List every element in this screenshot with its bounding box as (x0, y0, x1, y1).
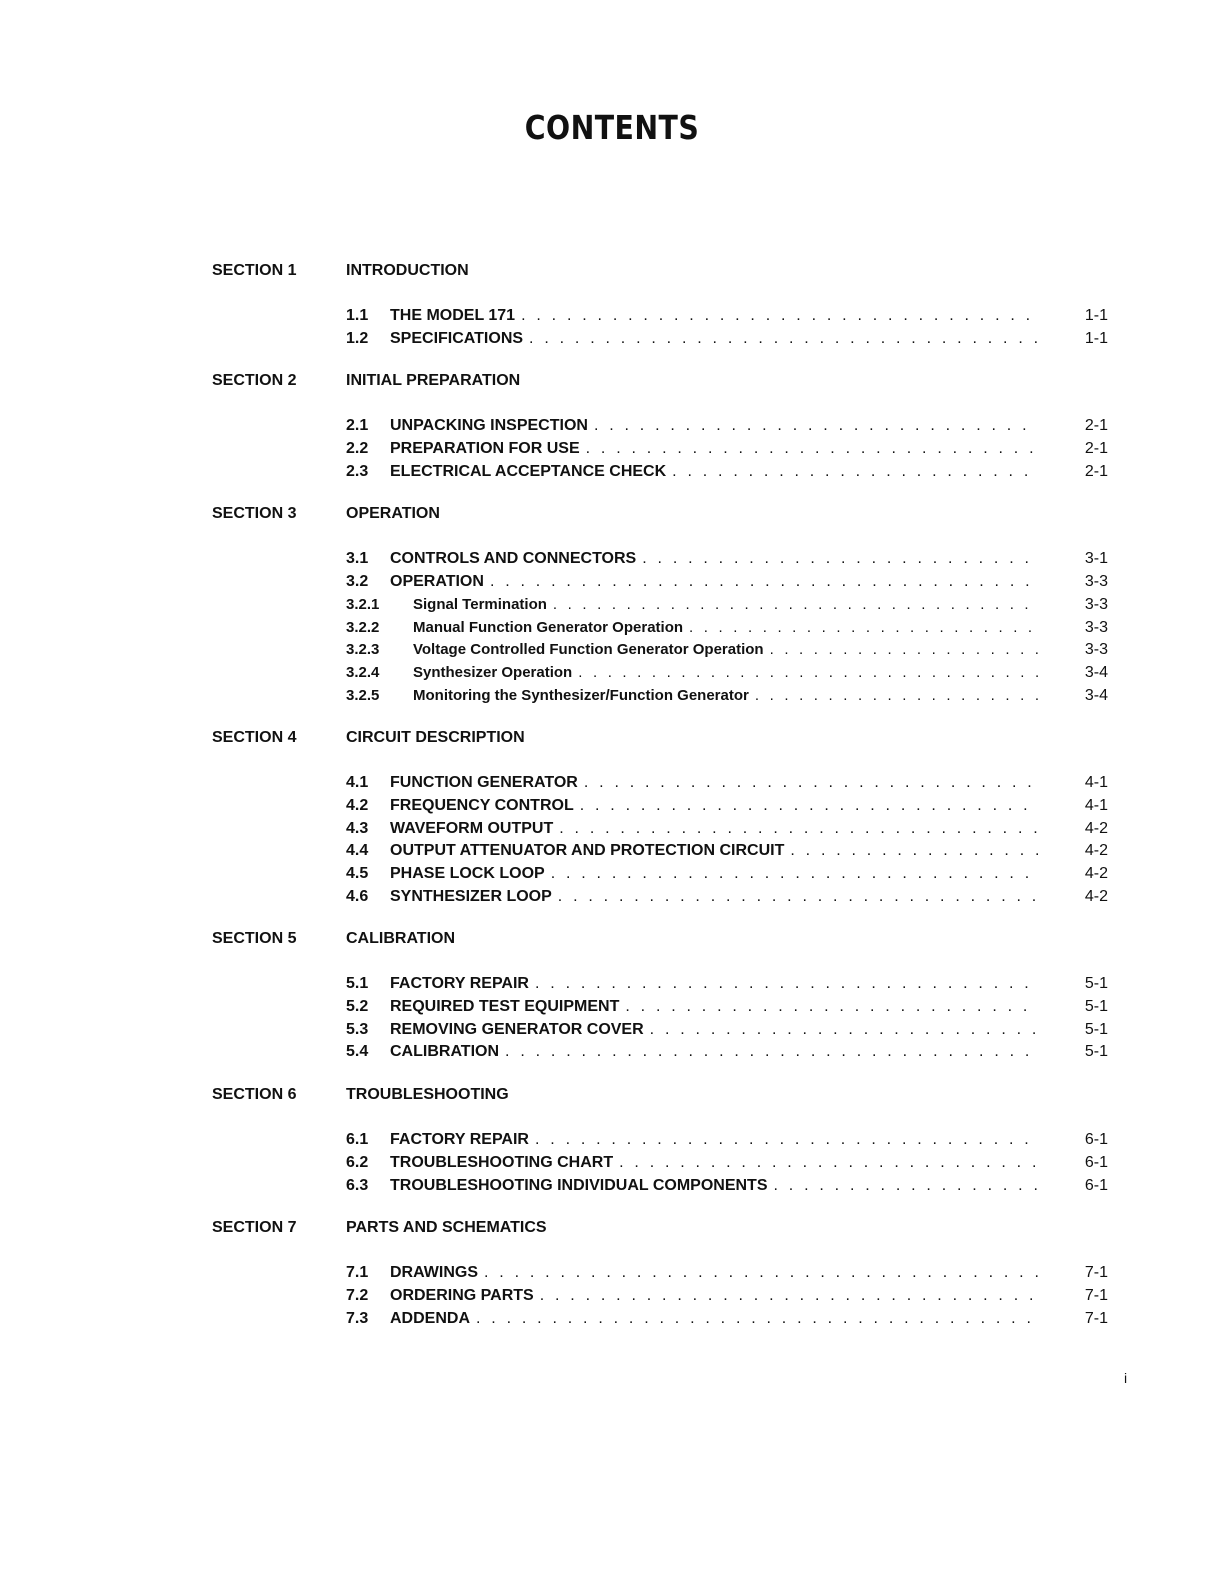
toc-section (0, 1086, 1224, 1199)
toc-entry[interactable] (0, 842, 1224, 865)
section-label: SECTION 7 (212, 1219, 297, 1237)
entry-leader-row (390, 463, 1038, 481)
section-label: SECTION 4 (212, 729, 297, 747)
entry-page: 5-1 (1084, 975, 1108, 993)
entry-leader-row (390, 1043, 1038, 1061)
toc-entry[interactable] (0, 440, 1224, 463)
entry-number: 4.6 (346, 887, 369, 905)
entry-title: Signal Termination (413, 595, 547, 613)
toc-entry[interactable] (0, 307, 1224, 330)
entry-title: UNPACKING INSPECTION (390, 417, 588, 435)
toc-entry[interactable] (0, 417, 1224, 440)
section-label: SECTION 5 (212, 930, 297, 948)
entry-number: 4.1 (346, 774, 369, 792)
entry-title: ELECTRICAL ACCEPTANCE CHECK (390, 462, 667, 480)
entry-title: REMOVING GENERATOR COVER (390, 1020, 644, 1038)
entry-leader-row (390, 820, 1038, 838)
toc-entry[interactable] (0, 865, 1224, 888)
dot-leader (490, 573, 1038, 591)
dot-leader (551, 865, 1038, 883)
entry-number: 4.2 (346, 796, 369, 814)
entry-leader-row (390, 550, 1038, 568)
dot-leader (619, 1154, 1038, 1172)
entry-number: 5.4 (346, 1043, 369, 1061)
toc-section (0, 930, 1224, 1066)
toc-entry[interactable] (0, 1310, 1224, 1333)
entry-title: ORDERING PARTS (390, 1286, 534, 1304)
entry-number: 3.2.1 (346, 595, 380, 613)
entry-page: 5-1 (1084, 1043, 1108, 1061)
entry-leader-row (390, 774, 1038, 792)
entry-number: 6.2 (346, 1153, 369, 1171)
toc-entry[interactable] (0, 774, 1224, 797)
entry-leader-row (390, 842, 1038, 860)
section-title: OPERATION (346, 505, 440, 523)
entry-title: TROUBLESHOOTING INDIVIDUAL COMPONENTS (390, 1176, 768, 1194)
entry-page: 2-1 (1084, 440, 1108, 458)
toc-entry[interactable] (0, 596, 1224, 619)
dot-leader (535, 975, 1038, 993)
entry-title: Manual Function Generator Operation (413, 618, 684, 636)
entry-number: 5.2 (346, 998, 369, 1016)
entry-number: 6.3 (346, 1176, 369, 1194)
entry-number: 3.1 (346, 550, 369, 568)
entry-number: 7.1 (346, 1264, 369, 1282)
entry-page: 2-1 (1084, 462, 1108, 480)
section-title: TROUBLESHOOTING (346, 1086, 509, 1104)
entry-page: 5-1 (1084, 1020, 1108, 1038)
entry-number: 4.3 (346, 819, 369, 837)
toc-entry[interactable] (0, 619, 1224, 642)
entry-page: 4-2 (1084, 887, 1108, 905)
entry-page: 7-1 (1084, 1309, 1108, 1327)
entry-leader-row (390, 998, 1038, 1016)
toc-section (0, 505, 1224, 709)
entry-leader-row (390, 1154, 1038, 1172)
entry-title: FUNCTION GENERATOR (390, 774, 578, 792)
dot-leader (650, 1021, 1038, 1039)
dot-leader (625, 998, 1038, 1016)
section-label: SECTION 2 (212, 372, 297, 390)
entry-title: PREPARATION FOR USE (390, 440, 580, 458)
entry-number: 3.2.3 (346, 641, 380, 659)
entry-number: 1.2 (346, 329, 369, 347)
entry-number: 5.3 (346, 1020, 369, 1038)
entry-page: 2-1 (1084, 417, 1108, 435)
toc-section (0, 1219, 1224, 1332)
entry-leader-row (390, 417, 1038, 435)
toc-entry[interactable] (0, 1177, 1224, 1200)
toc-entry[interactable] (0, 1287, 1224, 1310)
entry-page: 3-3 (1084, 573, 1108, 591)
entry-title: OUTPUT ATTENUATOR AND PROTECTION CIRCUIT (390, 842, 785, 860)
entry-page: 3-3 (1084, 618, 1108, 636)
entry-leader-row (390, 975, 1038, 993)
entry-title: Voltage Controlled Function Generator Operation (413, 641, 764, 659)
dot-leader (642, 550, 1038, 568)
entry-page: 3-1 (1084, 550, 1108, 568)
toc-entry[interactable] (0, 975, 1224, 998)
toc-entry[interactable] (0, 1021, 1224, 1044)
dot-leader (540, 1287, 1038, 1305)
entry-title: FREQUENCY CONTROL (390, 796, 574, 814)
entry-leader-row (390, 1131, 1038, 1149)
dot-leader (529, 330, 1038, 348)
page-number: i (1124, 1370, 1128, 1386)
entry-leader-row (390, 797, 1038, 815)
toc-section (0, 372, 1224, 485)
entry-page: 1-1 (1084, 307, 1108, 324)
dot-leader (558, 888, 1038, 906)
entry-page: 6-1 (1084, 1153, 1108, 1171)
entry-leader-row (390, 330, 1038, 348)
dot-leader (689, 619, 1038, 636)
entry-number: 4.5 (346, 865, 369, 882)
dot-leader (774, 1177, 1039, 1195)
entry-title: WAVEFORM OUTPUT (390, 819, 554, 837)
toc-entry[interactable] (0, 550, 1224, 573)
entry-number: 2.3 (346, 462, 369, 480)
dot-leader (553, 596, 1038, 613)
section-heading (0, 372, 1224, 394)
entry-title: Monitoring the Synthesizer/Function Generator (413, 686, 749, 704)
dot-leader (484, 1264, 1038, 1282)
entry-number: 2.1 (346, 417, 369, 435)
entry-title: FACTORY REPAIR (390, 975, 529, 993)
entry-leader-row (390, 1177, 1038, 1195)
section-label: SECTION 1 (212, 262, 297, 279)
section-label: SECTION 6 (212, 1086, 297, 1104)
toc-entry[interactable] (0, 1264, 1224, 1287)
entry-title: CONTROLS AND CONNECTORS (390, 550, 637, 568)
section-heading (0, 729, 1224, 751)
entry-number: 5.1 (346, 975, 369, 993)
entry-page: 4-2 (1084, 819, 1108, 837)
entry-page: 6-1 (1084, 1131, 1108, 1149)
entry-title: CALIBRATION (390, 1043, 500, 1061)
entry-leader-row (413, 596, 1038, 613)
entry-page: 1-1 (1084, 329, 1108, 347)
entry-page: 7-1 (1084, 1264, 1108, 1282)
dot-leader (770, 641, 1038, 658)
entry-title: SPECIFICATIONS (390, 329, 524, 347)
entry-page: 4-2 (1084, 842, 1108, 860)
entry-number: 6.1 (346, 1131, 369, 1149)
entry-number: 7.2 (346, 1286, 369, 1304)
entry-page: 3-3 (1084, 641, 1108, 659)
entry-leader-row (413, 619, 1038, 636)
entry-number: 2.2 (346, 440, 369, 458)
entry-title: REQUIRED TEST EQUIPMENT (390, 998, 620, 1016)
entry-page: 3-3 (1084, 595, 1108, 613)
entry-title: OPERATION (390, 573, 484, 591)
section-title: CIRCUIT DESCRIPTION (346, 729, 525, 747)
entry-page: 4-1 (1084, 774, 1108, 792)
section-title: CALIBRATION (346, 930, 456, 948)
entry-title: FACTORY REPAIR (390, 1131, 529, 1149)
dot-leader (535, 1131, 1038, 1149)
toc-entry[interactable] (0, 797, 1224, 820)
entry-title: PHASE LOCK LOOP (390, 865, 545, 882)
entry-leader-row (390, 1264, 1038, 1282)
section-heading (0, 262, 1224, 284)
section-label: SECTION 3 (212, 505, 297, 523)
entry-number: 3.2.5 (346, 686, 380, 704)
toc-section (0, 262, 1224, 352)
toc-section (0, 729, 1224, 910)
entry-title: SYNTHESIZER LOOP (390, 887, 552, 905)
section-heading (0, 930, 1224, 952)
section-heading (0, 1086, 1224, 1108)
entry-number: 3.2.2 (346, 618, 380, 636)
table-of-contents (0, 262, 1224, 1352)
dot-leader (578, 664, 1038, 681)
entry-title: DRAWINGS (390, 1264, 478, 1282)
entry-title: ADDENDA (390, 1309, 470, 1327)
dot-leader (505, 1043, 1038, 1061)
section-title: INITIAL PREPARATION (346, 372, 521, 390)
section-heading (0, 1219, 1224, 1241)
entry-leader-row (413, 664, 1038, 681)
entry-leader-row (390, 888, 1038, 906)
entry-leader-row (390, 440, 1038, 458)
toc-entry[interactable] (0, 641, 1224, 664)
dot-leader (559, 820, 1038, 838)
toc-entry[interactable] (0, 687, 1224, 710)
entry-leader-row (390, 1021, 1038, 1039)
entry-leader-row (390, 1287, 1038, 1305)
dot-leader (584, 774, 1038, 792)
entry-title: Synthesizer Operation (413, 663, 573, 681)
entry-leader-row (390, 307, 1038, 325)
toc-entry[interactable] (0, 1131, 1224, 1154)
toc-entry[interactable] (0, 1043, 1224, 1066)
entry-number: 3.2.4 (346, 663, 380, 681)
dot-leader (580, 797, 1038, 815)
entry-leader-row (413, 641, 1038, 658)
entry-number: 1.1 (346, 307, 369, 324)
page-title: CONTENTS (524, 108, 700, 147)
toc-entry[interactable] (0, 888, 1224, 911)
toc-entry[interactable] (0, 463, 1224, 486)
toc-entry[interactable] (0, 664, 1224, 687)
toc-entry[interactable] (0, 1154, 1224, 1177)
entry-number: 4.4 (346, 842, 369, 860)
section-heading (0, 505, 1224, 527)
entry-number: 3.2 (346, 573, 369, 591)
entry-page: 6-1 (1084, 1176, 1108, 1194)
entry-page: 3-4 (1084, 663, 1108, 681)
toc-entry[interactable] (0, 330, 1224, 353)
dot-leader (755, 687, 1038, 704)
entry-page: 4-1 (1084, 796, 1108, 814)
entry-page: 3-4 (1084, 686, 1108, 704)
entry-leader-row (390, 573, 1038, 591)
dot-leader (521, 307, 1038, 325)
entry-page: 5-1 (1084, 998, 1108, 1016)
dot-leader (594, 417, 1038, 435)
toc-entry[interactable] (0, 573, 1224, 596)
section-title: INTRODUCTION (346, 262, 469, 279)
entry-page: 4-2 (1084, 865, 1108, 882)
dot-leader (476, 1310, 1038, 1328)
entry-leader-row (413, 687, 1038, 704)
entry-leader-row (390, 1310, 1038, 1328)
dot-leader (790, 842, 1038, 860)
dot-leader (586, 440, 1038, 458)
entry-number: 7.3 (346, 1309, 369, 1327)
section-title: PARTS AND SCHEMATICS (346, 1219, 547, 1237)
dot-leader (672, 463, 1038, 481)
entry-title: THE MODEL 171 (390, 307, 516, 324)
entry-title: TROUBLESHOOTING CHART (390, 1153, 614, 1171)
toc-entry[interactable] (0, 998, 1224, 1021)
entry-page: 7-1 (1084, 1286, 1108, 1304)
toc-entry[interactable] (0, 820, 1224, 843)
entry-leader-row (390, 865, 1038, 883)
